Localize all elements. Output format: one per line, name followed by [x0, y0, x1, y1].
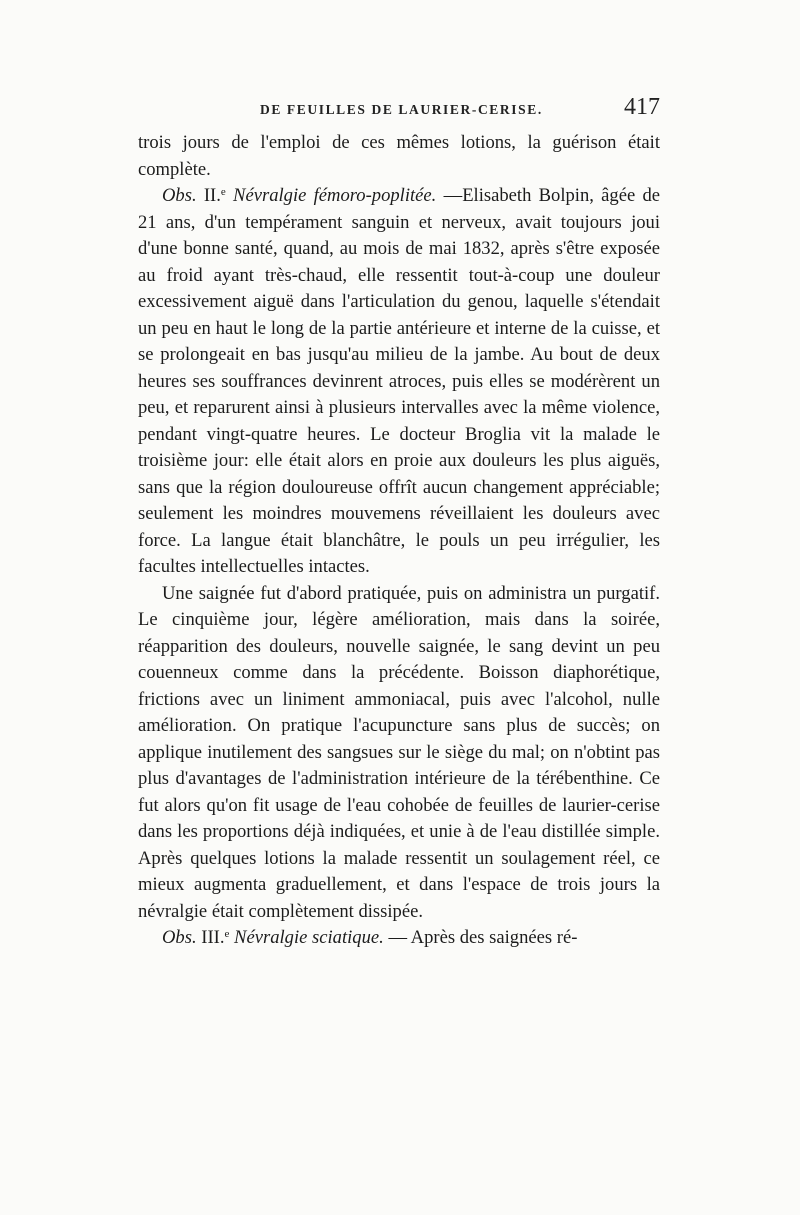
page-header	[138, 94, 660, 124]
obs-superscript: e	[224, 928, 230, 940]
obs-label: Obs.	[162, 927, 197, 948]
obs-label: Obs.	[162, 185, 197, 206]
paragraph-continuation: trois jours de l'emploi de ces mêmes lotions, la guérison était complète.	[138, 132, 660, 180]
obs-number: III.	[201, 927, 225, 948]
obs-title: Névralgie fémoro-poplitée.	[233, 185, 437, 206]
obs-text: —Elisabeth Bolpin, âgée de 21 ans, d'un tempérament sanguin et nerveux, avait toujours joui d'une bonne santé, quand, au mois de mai 1832, après s'être exposée au froid ayant très-chaud, elle ressentit tout-à-coup une douleur excessivement aiguë dans l'articulation du genou, laquelle s'étendait un peu en haut le long de la partie antérieure et interne de la cuisse, et se prolongeait en bas jusqu'au milieu de la jambe. Au bout de deux heures ses souffrances devinrent atroces, puis elles se modérèrent un peu, et reparurent ainsi à plusieurs intervalles avec la même violence, pendant vingt-quatre heures. Le docteur Broglia vit la malade le troisième jour: elle était alors en proie aux douleurs les plus aiguës, sans que la région douloureuse offrît aucun changement appréciable; seulement les moindres mouvemens réveillaient les douleurs avec force. La langue était blanchâtre, le pouls un peu irrégulier, les facultes intellectuelles intactes.	[138, 185, 660, 577]
running-title: DE FEUILLES DE LAURIER-CERISE.	[260, 102, 543, 117]
obs-number: II.	[203, 185, 221, 206]
observation-3-paragraph	[138, 925, 660, 952]
obs-superscript: e	[220, 186, 226, 198]
treatment-paragraph: Une saignée fut d'abord pratiquée, puis on administra un purgatif. Le cinquième jour, légère amélioration, mais dans la soirée, réapparition des douleurs, nouvelle saignée, le sang devint un peu couenneux comme dans la précédente. Boisson diaphorétique, frictions avec un liniment ammoniacal, puis avec l'alcohol, nulle amélioration. On pratique l'acupuncture sans plus de succès; on applique inutilement des sangsues sur le siège du mal; on n'obtint pas plus d'avantages de l'administration intérieure de la térébenthine. Ce fut alors qu'on fit usage de l'eau cohobée de feuilles de laurier-cerise dans les proportions déjà indiquées, et unie à de l'eau distillée simple. Après quelques lotions la malade ressentit un soulagement réel, ce mieux augmenta graduellement, et dans l'espace de trois jours la névralgie était complètement dissipée.	[138, 582, 660, 922]
page-number: 417	[624, 94, 660, 120]
obs-title: Névralgie sciatique.	[234, 927, 384, 948]
observation-2-paragraph	[138, 183, 660, 581]
body-text	[138, 130, 660, 952]
obs-text: — Après des saignées ré-	[388, 927, 578, 948]
